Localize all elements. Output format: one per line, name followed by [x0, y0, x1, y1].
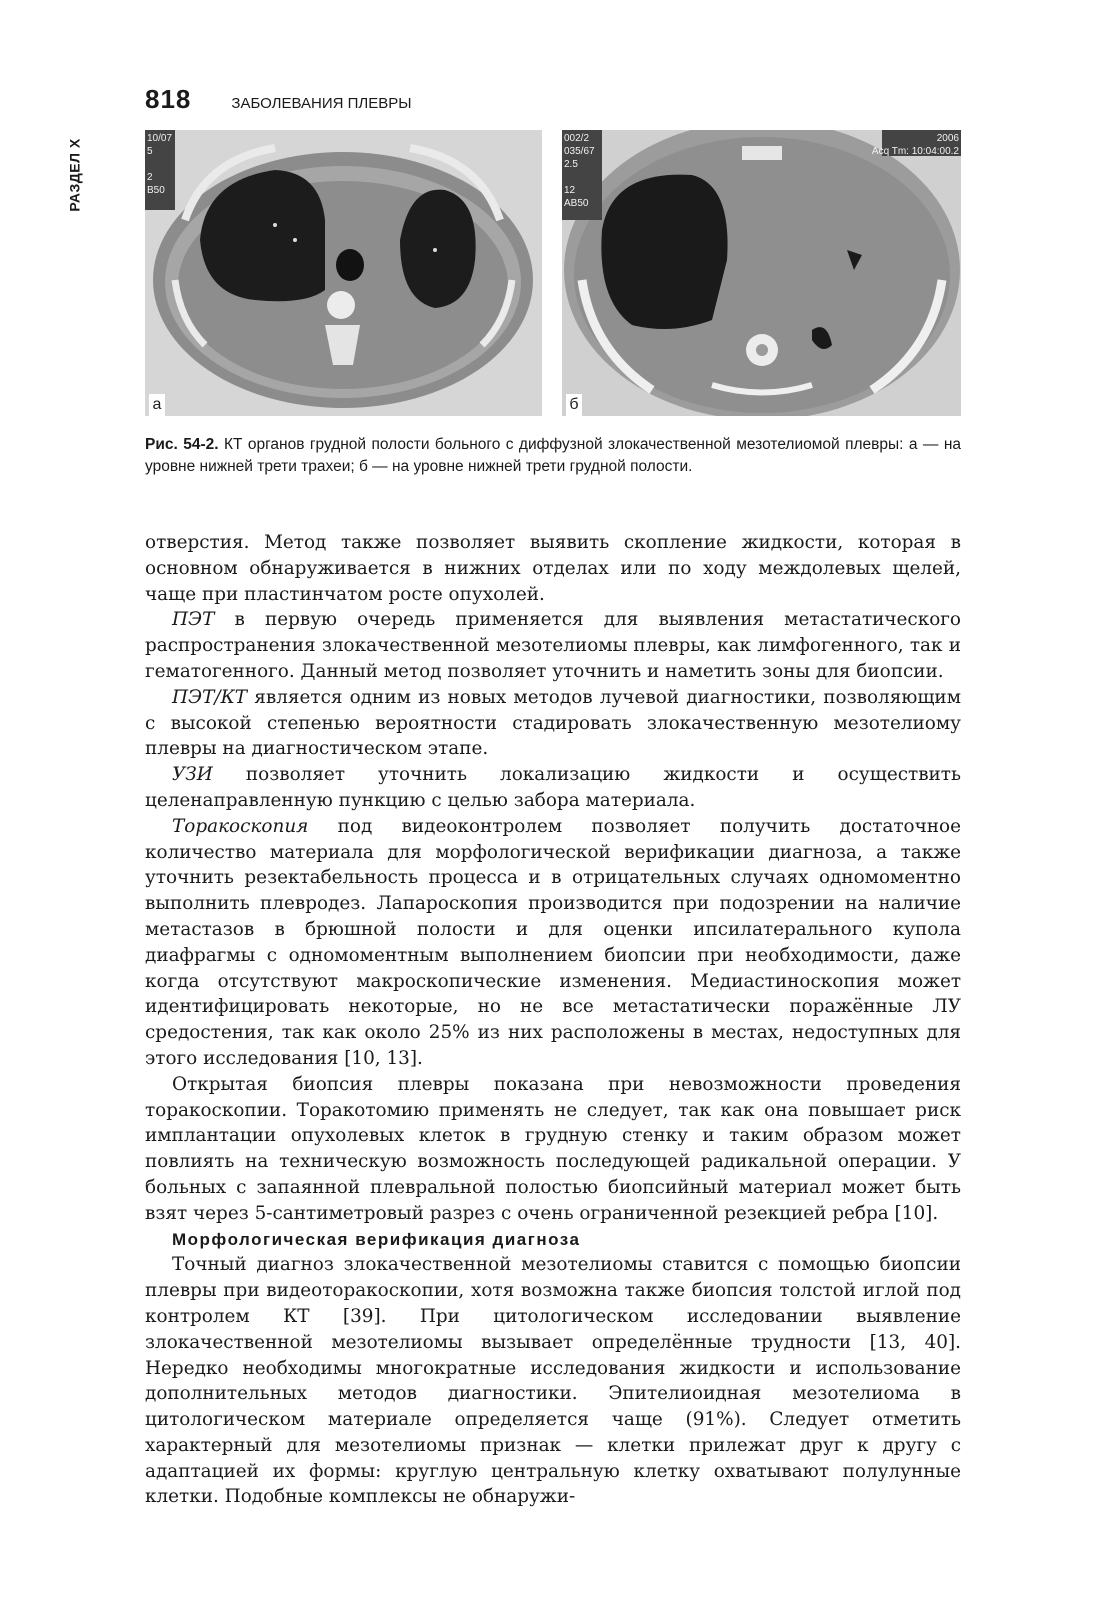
paragraph: Точный диагноз злокачественной мезотелиомы ставится с помощью биопсии плевры при видеоторакоскопии, хотя возможна также биопсия толстой иглой под контролем КТ [39]. При цитологическом исследовании выявление злокачественной мезотелиомы вызывает определённые трудности [13, 40]. Нередко необходимы многократные исследования жидкости и использование дополнительных методов диагностики. Эпителиоидная мезотелиома в цитологическом материале определяется чаще (91%). Следует отметить характерный для мезотелиомы признак — клетки прилежат друг к другу с адаптацией их формы: круглую центральную клетку охватывают полулунные клетки. Подобные комплексы не обнаружи-: [145, 1254, 961, 1508]
page-header: [145, 84, 412, 118]
main-text: [145, 530, 961, 1510]
ct-overlay-line: 2.5: [564, 159, 578, 170]
ct-overlay-line: AB50: [564, 198, 589, 209]
section-side-tab: [60, 130, 90, 220]
ct-overlay-b-right: [872, 132, 959, 158]
term: УЗИ: [172, 764, 213, 786]
ct-overlay-line: 2: [147, 172, 153, 183]
paragraph: отверстия. Метод также позволяет выявить скопление жидкости, которая в основном обнаруживается в нижних отделах или по ходу междолевых щелей, чаще при пластинчатом росте опухолей.: [145, 532, 961, 605]
ct-overlay-line: [147, 158, 172, 171]
panel-label-a: а: [149, 394, 165, 416]
ct-overlay-line: B50: [147, 185, 165, 196]
ct-overlay-line: 12: [564, 185, 576, 196]
section-heading: Морфологическая верификация диагноза: [172, 1229, 581, 1249]
ct-overlay-line: [564, 171, 595, 184]
paragraph-text: является одним из новых методов лучевой диагностики, позволяющим с высокой степенью вероятности стадировать злокачественную мезотелиому плевры на диагностическом этапе.: [145, 686, 961, 760]
paragraph: Открытая биопсия плевры показана при невозможности проведения торакоскопии. Торакотомию применять не следует, так как она повышает риск имплантации опухолевых клеток в грудную стенку и таким образом может повлиять на техническую возможность последующей радикальной операции. У больных с запаянной плевральной полостью биопсийный материал может быть взят через 5-сантиметровый разрез с очень ограниченной резекцией ребра [10].: [145, 1073, 961, 1224]
ct-scan-b-graphic: [562, 130, 961, 416]
ct-overlay-line: 035/67: [564, 146, 595, 157]
ct-overlay-line: 5: [147, 146, 153, 157]
paragraph: [145, 607, 961, 684]
paragraph: [145, 685, 961, 762]
caption-text: КТ органов грудной полости больного с диффузной злокачественной мезотелиомой плевры: а — на уровне нижней трети трахеи; б — на уровне нижней трети грудной полости.: [145, 436, 961, 475]
running-head: ЗАБОЛЕВАНИЯ ПЛЕВРЫ: [231, 95, 412, 112]
ct-overlay-line: 002/2: [564, 133, 590, 144]
paragraph: [145, 814, 961, 1072]
figure-caption: [145, 434, 961, 478]
ct-scan-a-graphic: [145, 130, 542, 416]
paragraph-text: позволяет уточнить локализацию жидкости и осуществить целенаправленную пункцию с целью забора материала.: [145, 764, 961, 811]
page-number: 818: [145, 84, 192, 114]
ct-overlay-line: 10/07: [147, 133, 173, 144]
term: ПЭТ: [172, 609, 215, 631]
ct-image-a: [145, 130, 542, 416]
ct-image-b: [562, 130, 961, 416]
term: ПЭТ/КТ: [172, 686, 248, 708]
ct-overlay-line: Acq Tm: 10:04:00.2: [871, 146, 959, 157]
caption-label: Рис. 54-2.: [145, 436, 219, 453]
paragraph: [145, 762, 961, 814]
ct-overlay-line: 2006: [936, 133, 959, 144]
ct-overlay-b-left: [564, 132, 595, 210]
section-label: РАЗДЕЛ X: [67, 138, 84, 212]
paragraph-text: под видеоконтролем позволяет получить достаточное количество материала для морфологической верификации диагноза, а также уточнить резектабельность процесса и в отрицательных случаях одномоментно выполнить плевродез. Лапароскопия производится при подозрении на наличие метастазов в брюшной полости и для оценки ипсилатерального купола диафрагмы с одномоментным выполнением биопсии при необходимости, даже когда отсутствуют макроскопические изменения. Медиастиноскопия может идентифицировать некоторые, но не все метастатически поражённые ЛУ средостения, так как около 25% из них расположены в местах, недоступных для этого исследования [10, 13].: [145, 815, 961, 1069]
panel-label-b: б: [566, 394, 582, 416]
paragraph-text: в первую очередь применяется для выявления метастатического распространения злокачественной мезотелиомы плевры, как лимфогенного, так и гематогенного. Данный метод позволяет уточнить и наметить зоны для биопсии.: [145, 609, 961, 682]
ct-overlay-a: [147, 132, 172, 197]
term: Торакоскопия: [172, 815, 309, 837]
